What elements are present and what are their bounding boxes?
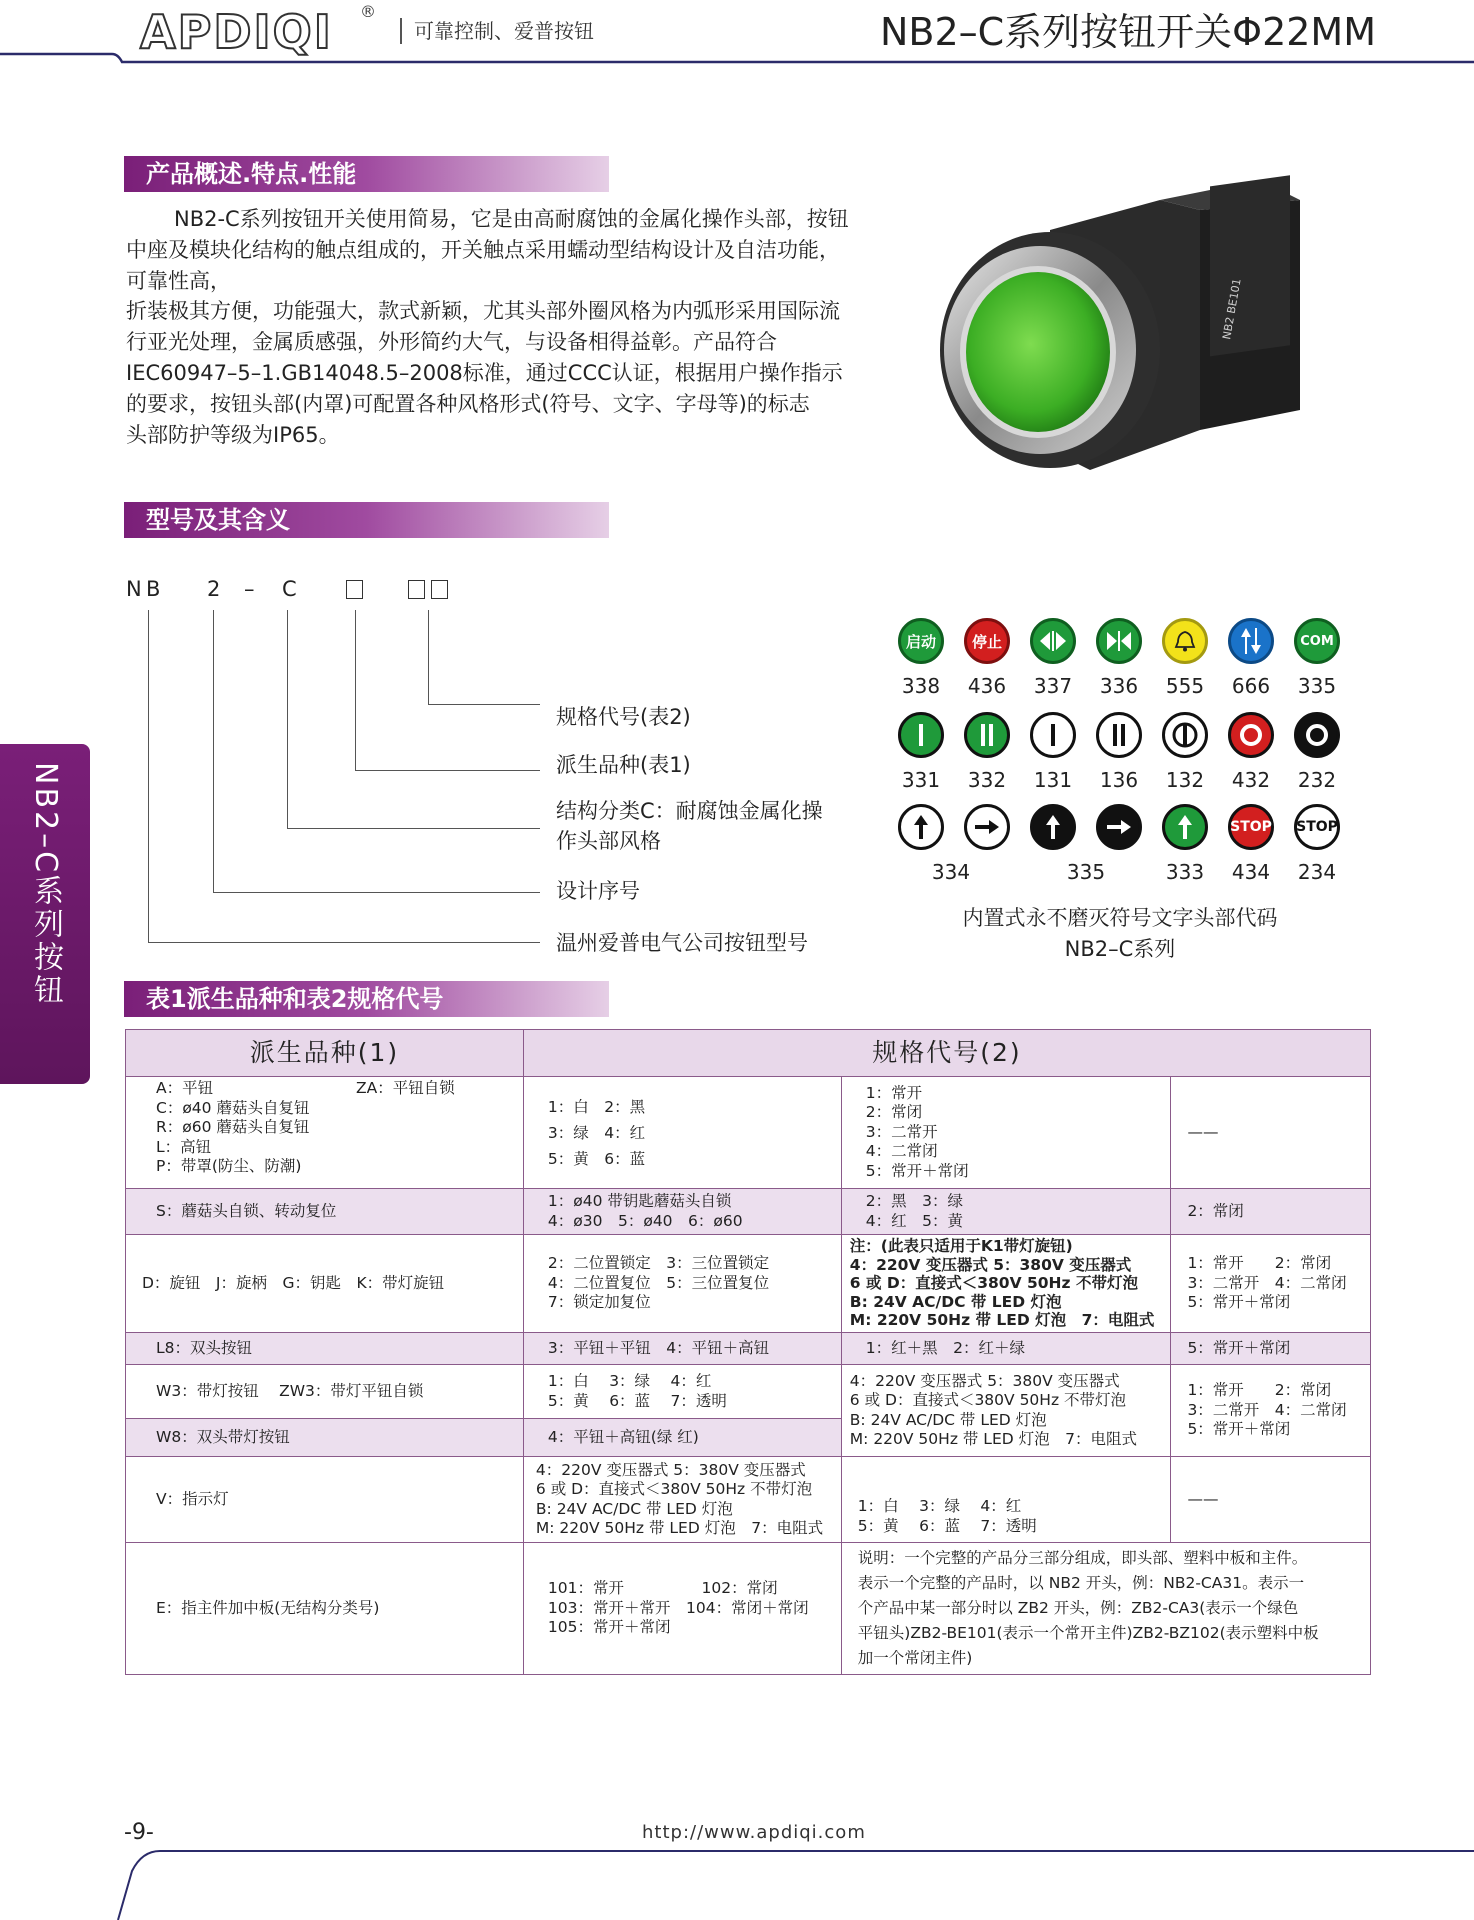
footer-rule	[0, 1845, 1474, 1920]
cell-line: 3：二常开	[865, 1122, 938, 1141]
icon-code: 434	[1231, 860, 1271, 884]
registered-mark: ®	[360, 2, 376, 21]
icon-code: 332	[967, 768, 1007, 792]
leader-line	[148, 610, 149, 942]
table-row	[126, 1543, 1371, 1675]
cell-line: M: 220V 50Hz 带 LED 灯泡 7：电阻式	[535, 1519, 824, 1537]
cell-line: 4：二位置复位 5：三位置复位	[547, 1273, 770, 1292]
cell-line: 3：二常开 4：二常闭	[1187, 1273, 1347, 1292]
icon-code: 432	[1231, 768, 1271, 792]
start-icon	[898, 618, 944, 664]
model-label-structure-cont: 作头部风格	[556, 829, 661, 853]
section-title: 产品概述.特点.性能	[146, 160, 357, 188]
model-label-spec: 规格代号(表2)	[556, 705, 691, 729]
table-row	[126, 1365, 1371, 1419]
icon-code: 234	[1297, 860, 1337, 884]
cell-line: P：带罩(防尘、防潮)	[156, 1157, 302, 1175]
bell-icon	[1162, 618, 1208, 664]
intro-text	[126, 204, 856, 450]
table-header-row	[126, 1030, 1371, 1077]
icon-text: COM	[1300, 633, 1334, 649]
cell-line: B: 24V AC/DC 带 LED 灯泡	[535, 1499, 733, 1518]
arrow-right-white-icon	[964, 804, 1010, 850]
brand-slogan: 可靠控制、爱普按钮	[414, 19, 594, 43]
table-cell	[523, 1077, 841, 1189]
table-cell	[1171, 1077, 1371, 1189]
table-cell	[841, 1543, 1370, 1675]
icon-code: 436	[967, 674, 1007, 698]
website-url: http://www.apdiqi.com	[642, 1822, 866, 1843]
table-cell: S：蘑菇头自锁、转动复位	[126, 1189, 524, 1235]
arrow-right-black-icon	[1096, 804, 1142, 850]
table-cell: 1：红＋黑 2：红＋绿	[841, 1333, 1171, 1365]
header-rule	[0, 48, 1474, 68]
cell-line: 平钮头)ZB2-BE101(表示一个常开主件)ZB2-BZ102(表示塑料中板	[857, 1624, 1319, 1642]
icon-code: 335	[1066, 860, 1106, 884]
brand-logo: APDIQI	[140, 5, 333, 59]
cell-line: B: 24V AC/DC 带 LED 灯泡	[849, 1292, 1062, 1311]
svg-text:NB2 BE101: NB2 BE101	[1220, 277, 1244, 341]
icon-code: 331	[901, 768, 941, 792]
table-header-variant: 派生品种(1)	[126, 1030, 524, 1077]
table-cell: D：旋钮 J：旋柄 G：钥匙 K：带灯旋钮	[126, 1235, 524, 1333]
leader-line	[287, 610, 288, 828]
table-cell: 3：平钮＋平钮 4：平钮＋高钮	[523, 1333, 841, 1365]
model-placeholder-box	[408, 580, 425, 599]
table-row	[126, 1333, 1371, 1365]
cell-line: 5：常开＋常闭	[1187, 1420, 1291, 1439]
table-cell	[841, 1235, 1171, 1333]
table-cell	[841, 1457, 1171, 1543]
table-cell	[126, 1077, 524, 1189]
arrow-up-white-icon	[898, 804, 944, 850]
table-cell: V：指示灯	[126, 1457, 524, 1543]
cell-line: 2：常闭	[865, 1103, 923, 1122]
section-bar-model	[124, 502, 609, 538]
model-label-brand: 温州爱普电气公司按钮型号	[556, 931, 808, 955]
model-char-2: 2	[207, 577, 221, 601]
icon-caption-series: NB2–C系列	[1064, 937, 1176, 961]
table-cell	[841, 1189, 1171, 1235]
cell-line: M: 220V 50Hz 带 LED 灯泡 7：电阻式	[849, 1430, 1137, 1448]
table-cell: L8：双头按钮	[126, 1333, 524, 1365]
table-cell: ——	[1171, 1457, 1371, 1543]
icon-code: 334	[931, 860, 971, 884]
header-divider	[400, 18, 402, 44]
leader-line	[355, 770, 540, 771]
icon-text: STOP	[1230, 819, 1272, 835]
model-char-dash: –	[244, 577, 255, 601]
cell-line: B: 24V AC/DC 带 LED 灯泡	[849, 1410, 1047, 1429]
table-cell	[523, 1189, 841, 1235]
cell-line: 1：ø40 带钥匙蘑菇头自锁	[547, 1192, 732, 1210]
section-bar-table	[124, 981, 609, 1017]
model-placeholder-box	[431, 580, 448, 599]
cell-line: 4：220V 变压器式 5：380V 变压器式	[849, 1255, 1132, 1274]
cell-line: R：ø60 蘑菇头自复钮	[156, 1118, 310, 1136]
icon-text: 停止	[971, 632, 1002, 651]
icon-code: 337	[1033, 674, 1073, 698]
intro-paragraph: 折装极其方便，功能强大，款式新颖，尤其头部外圈风格为内弧形采用国际流行亚光处理，金属质感强，外形简约大气，与设备相得益彰。产品符合IEC60947–5–1.GB14048.5–2008标准，通过CCC认证，根据用户操作指示的要求，按钮头部(内罩)可配置各种风格形式(符号、文字、字母等)的标志	[126, 299, 843, 416]
model-char-b: B	[146, 577, 161, 601]
cell-line: C：ø40 蘑菇头自复钮	[156, 1098, 310, 1117]
intro-paragraph: NB2-C系列按钮开关使用简易，它是由高耐腐蚀的金属化操作头部，按钮中座及模块化结构的触点组成的，开关触点采用蠕动型结构设计及自洁功能，可靠性高，	[126, 207, 849, 293]
cell-line: 注：(此表只适用于K1带灯旋钮)	[849, 1237, 1073, 1256]
cell-line: 5：常开＋常闭	[865, 1161, 969, 1180]
icon-code: 136	[1099, 768, 1139, 792]
table-cell	[1171, 1365, 1371, 1457]
table-cell	[523, 1543, 841, 1675]
inward-arrows-icon	[1096, 618, 1142, 664]
icon-code: 338	[901, 674, 941, 698]
cell-line: 个产品中某一部分时以 ZB2 开头，例：ZB2-CA3(表示一个绿色	[857, 1599, 1299, 1617]
leader-line	[287, 828, 540, 829]
table-header-spec: 规格代号(2)	[523, 1030, 1370, 1077]
table-cell: 4：平钮＋高钮(绿 红)	[523, 1419, 841, 1457]
table-cell: E：指主件加中板(无结构分类号)	[126, 1543, 524, 1675]
cell-line: 说明：一个完整的产品分三部分组成，即头部、塑料中板和主件。	[857, 1549, 1308, 1567]
cell-line: 101：常开 102：常闭	[547, 1579, 778, 1598]
cell-line: 5：黄 6：蓝 7：透明	[547, 1391, 727, 1410]
model-label-variant: 派生品种(表1)	[556, 753, 691, 777]
cell-line: 1：白 3：绿 4：红	[547, 1372, 712, 1390]
icon-code: 666	[1231, 674, 1271, 698]
side-tab-label: NB2–C系列按钮	[28, 762, 63, 1008]
table-cell	[841, 1365, 1171, 1457]
com-icon	[1294, 618, 1340, 664]
table-row	[126, 1457, 1371, 1543]
arrow-up-green-icon	[1162, 804, 1208, 850]
section-title: 型号及其含义	[146, 506, 290, 534]
cell-line: ——	[1187, 1122, 1219, 1141]
cell-line: 5：黄 6：蓝 7：透明	[857, 1516, 1037, 1535]
cell-line: 1：常开	[865, 1083, 923, 1102]
cell-line: 6 或 D：直接式＜380V 50Hz 不带灯泡	[535, 1480, 813, 1498]
intro-paragraph: 头部防护等级为IP65。	[126, 422, 340, 447]
table-cell	[523, 1457, 841, 1543]
cell-line: ZA：平钮自锁	[356, 1079, 455, 1097]
icon-code: 131	[1033, 768, 1073, 792]
up-down-arrows-icon	[1228, 618, 1274, 664]
document-title: NB2–C系列按钮开关Φ22MM	[879, 10, 1376, 54]
stop-white-icon	[1294, 804, 1340, 850]
stop-icon	[964, 618, 1010, 664]
cell-line: 1：常开 2：常闭	[1187, 1381, 1332, 1400]
cell-line: 103：常开＋常开 104：常闭＋常闭	[547, 1598, 809, 1617]
cell-line: 4：220V 变压器式 5：380V 变压器式	[535, 1460, 806, 1479]
cell-line: 表示一个完整的产品时，以 NB2 开头，例：NB2-CA31。表示一	[857, 1574, 1305, 1592]
icon-code: 336	[1099, 674, 1139, 698]
side-tab	[0, 744, 90, 1084]
cell-line: 4：二常闭	[865, 1142, 938, 1161]
arrow-up-black-icon	[1030, 804, 1076, 850]
icon-code: 232	[1297, 768, 1337, 792]
cell-line: 1：常开 2：常闭	[1187, 1254, 1332, 1273]
model-label-structure: 结构分类C：耐腐蚀金属化操	[556, 799, 823, 823]
cell-line: 105：常开＋常闭	[547, 1618, 671, 1637]
icon-text: 启动	[905, 632, 936, 651]
model-char-n: N	[126, 577, 142, 601]
cell-line: 1：白 3：绿 4：红	[857, 1497, 1022, 1515]
spec-table	[125, 1029, 1371, 1675]
table-cell	[523, 1235, 841, 1333]
cell-line: 2：黑 3：绿	[865, 1192, 964, 1210]
leader-line	[355, 610, 356, 770]
icon-code: 555	[1165, 674, 1205, 698]
cell-line: 加一个常闭主件)	[857, 1649, 973, 1667]
leader-line	[213, 892, 540, 893]
icon-code: 333	[1165, 860, 1205, 884]
leader-line	[148, 942, 540, 943]
table-cell	[1171, 1235, 1371, 1333]
cell-line: 6 或 D：直接式＜380V 50Hz 不带灯泡	[849, 1274, 1138, 1293]
cell-line: 4：220V 变压器式 5：380V 变压器式	[849, 1371, 1120, 1390]
cell-line: 5：黄 6：蓝	[547, 1149, 646, 1168]
off-red-icon	[1228, 712, 1274, 758]
model-char-c: C	[282, 577, 297, 601]
on-off-white-icon	[1162, 712, 1208, 758]
on-green-icon	[898, 712, 944, 758]
section-title: 表1派生品种和表2规格代号	[146, 985, 444, 1013]
leader-line	[213, 610, 214, 892]
leader-line	[428, 610, 429, 704]
leader-line	[428, 704, 540, 705]
table-cell: 5：常开＋常闭	[1171, 1333, 1371, 1365]
cell-line: 4：红 5：黄	[865, 1211, 964, 1230]
cell-line: 4：ø30 5：ø40 6：ø60	[547, 1211, 743, 1230]
page-number: -9-	[124, 1820, 154, 1845]
model-label-design: 设计序号	[556, 879, 640, 903]
cell-line: 1：白 2：黑	[547, 1097, 646, 1116]
icon-code: 335	[1297, 674, 1337, 698]
double-on-white-icon	[1096, 712, 1142, 758]
product-photo	[900, 170, 1380, 540]
table-cell	[523, 1365, 841, 1419]
icon-code: 132	[1165, 768, 1205, 792]
icon-caption: 内置式永不磨灭符号文字头部代码	[962, 906, 1278, 930]
cell-line: L：高钮	[156, 1137, 212, 1156]
table-cell: W8：双头带灯按钮	[126, 1419, 524, 1457]
cell-line: A：平钮	[156, 1079, 214, 1097]
cell-line: 5：常开＋常闭	[1187, 1293, 1291, 1312]
icon-text: STOP	[1296, 819, 1338, 835]
section-bar-overview	[124, 156, 609, 192]
table-row	[126, 1189, 1371, 1235]
table-row	[126, 1077, 1371, 1189]
double-on-green-icon	[964, 712, 1010, 758]
cell-line: 7：锁定加复位	[547, 1293, 651, 1312]
cell-line: M: 220V 50Hz 带 LED 灯泡 7：电阻式	[849, 1311, 1155, 1330]
cell-line: 3：二常开 4：二常闭	[1187, 1400, 1347, 1419]
table-cell: 2：常闭	[1171, 1189, 1371, 1235]
off-black-icon	[1294, 712, 1340, 758]
cell-line: 2：二位置锁定 3：三位置锁定	[547, 1254, 770, 1273]
table-cell	[841, 1077, 1171, 1189]
stop-red-icon	[1228, 804, 1274, 850]
left-right-arrows-icon	[1030, 618, 1076, 664]
cell-line: 6 或 D：直接式＜380V 50Hz 不带灯泡	[849, 1391, 1127, 1409]
on-white-icon	[1030, 712, 1076, 758]
table-row	[126, 1235, 1371, 1333]
cell-line: 3：绿 4：红	[547, 1123, 646, 1142]
model-placeholder-box	[346, 580, 363, 599]
table-cell: W3：带灯按钮 ZW3：带灯平钮自锁	[126, 1365, 524, 1419]
